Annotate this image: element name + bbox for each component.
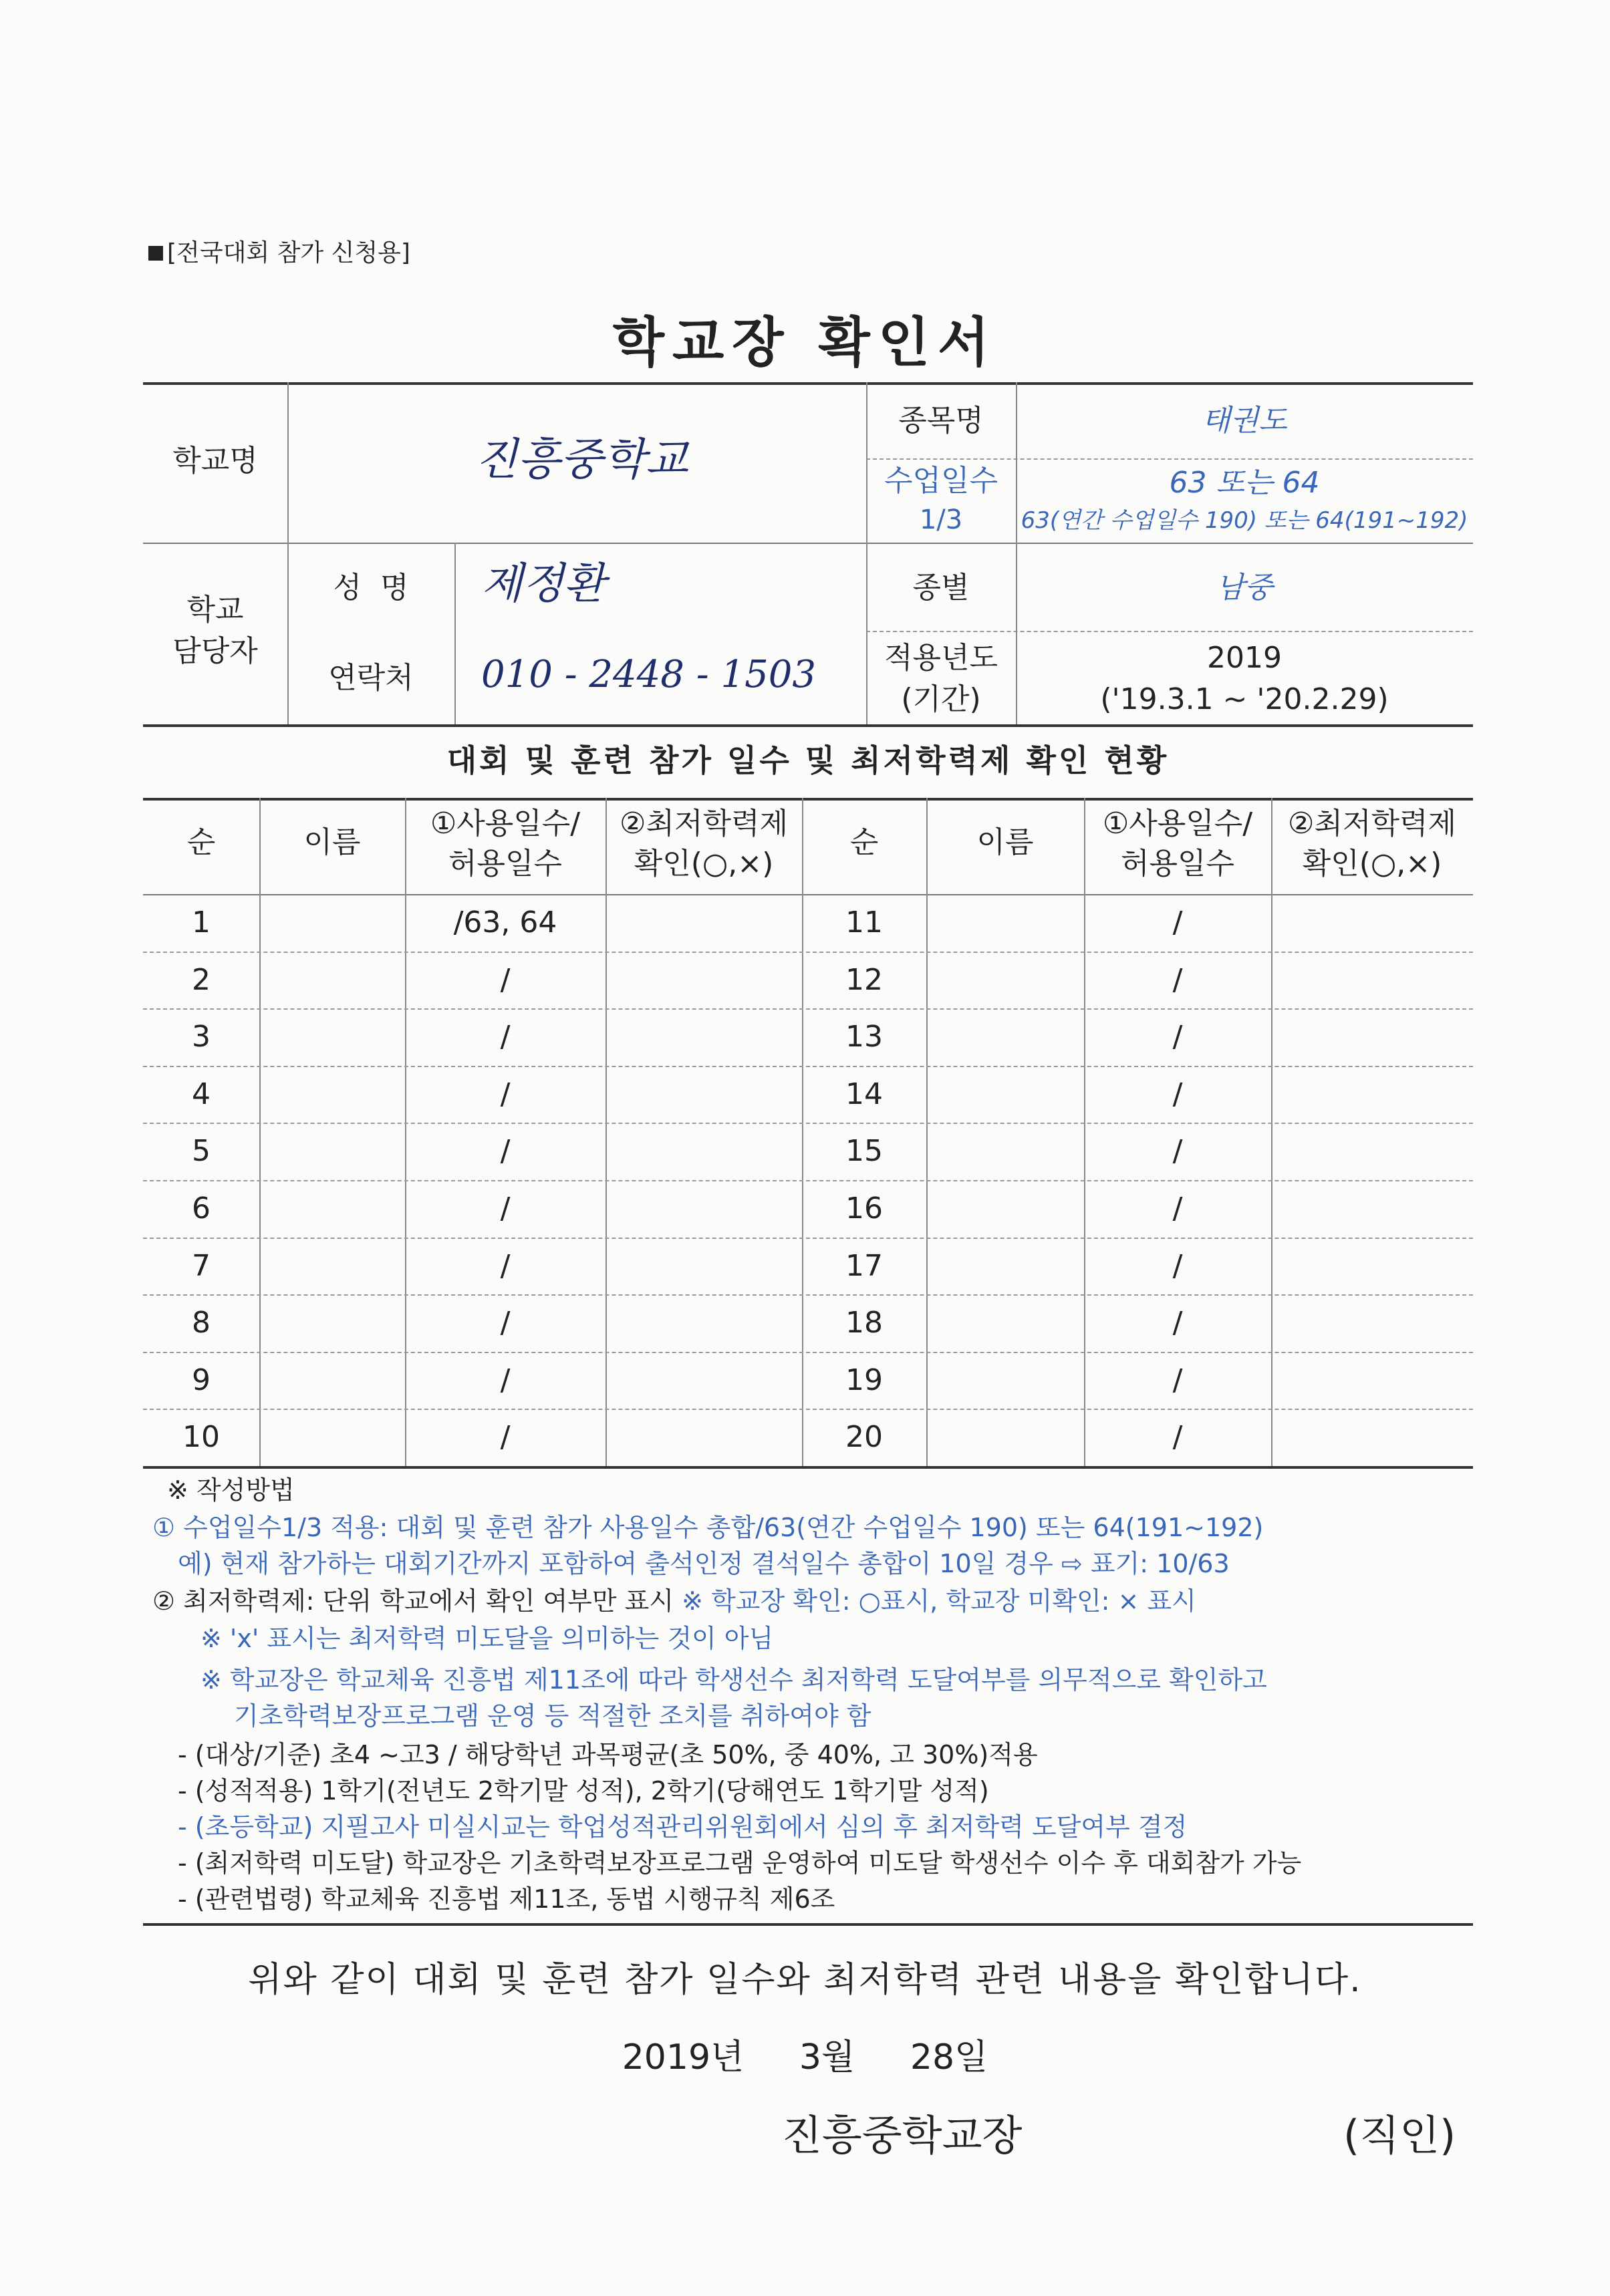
form-tag-text: [전국대회 참가 신청용] xyxy=(167,239,410,267)
row-number: 16 xyxy=(845,1191,883,1226)
row-divider xyxy=(143,1123,1473,1124)
row-divider xyxy=(143,1180,1473,1181)
col-header-days-1-right: ①사용일수/ xyxy=(1102,807,1253,841)
col-header-days-2-right: 허용일수 xyxy=(1120,847,1234,881)
row-number: 20 xyxy=(845,1420,883,1454)
note-8: - (최저학력 미도달) 학교장은 기초학력보장프로그램 운영하여 미도달 학생선수 이수 후 대회참가 가능 xyxy=(178,1848,1302,1878)
confirmation-statement: 위와 같이 대회 및 훈련 참가 일수와 최저학력 관련 내용을 확인합니다. xyxy=(248,1960,1362,2000)
event-label: 종목명 xyxy=(898,404,984,438)
info-bottom-border xyxy=(143,724,1473,727)
confirmation-date: 2019년 3월 28일 xyxy=(622,2037,988,2077)
grid-header-border xyxy=(143,894,1473,895)
col-header-days-2: 허용일수 xyxy=(448,847,562,881)
row-number: 1 xyxy=(192,905,211,940)
row-divider xyxy=(143,1294,1473,1296)
contact-value: 010 - 2448 - 1503 xyxy=(481,653,816,696)
year-label-2: (기간) xyxy=(901,682,981,716)
row-days-value: / xyxy=(1172,1134,1183,1168)
col-header-grade-1-right: ②최저학력제 xyxy=(1288,807,1456,841)
note-1: ① 수업일수1/3 적용: 대회 및 훈련 참가 사용일수 총합/63(연간 수업일수 190) 또는 64(191~192) xyxy=(152,1513,1264,1542)
col-header-no-right: 순 xyxy=(849,825,879,859)
row-days-value: / xyxy=(1172,905,1183,940)
row-days-value: / xyxy=(1172,1191,1183,1226)
section-title: 대회 및 훈련 참가 일수 및 최저학력제 확인 현황 xyxy=(446,742,1170,778)
row-days-value: / xyxy=(1172,1363,1183,1397)
row-days-value: / xyxy=(500,1191,511,1226)
info-divider xyxy=(143,543,1473,544)
col-header-name: 이름 xyxy=(303,825,361,859)
row-days-value: / xyxy=(500,1020,511,1054)
signer-name: 진흥중학교장 xyxy=(782,2111,1023,2160)
row-number: 5 xyxy=(192,1134,211,1168)
note-1-example: 예) 현재 참가하는 대회기간까지 포함하여 출석인정 결석일수 총합이 10일 경우 ⇨ 표기: 10/63 xyxy=(178,1549,1230,1578)
note-4: ※ 학교장은 학교체육 진흥법 제11조에 따라 학생선수 최저학력 도달여부를 의무적으로 확인하고 xyxy=(200,1665,1267,1695)
row-divider xyxy=(143,1238,1473,1239)
row-number: 2 xyxy=(192,963,211,997)
grid-col-line xyxy=(926,798,928,1466)
row-days-value: / xyxy=(1172,1020,1183,1054)
row-number: 6 xyxy=(192,1191,211,1226)
row-number: 19 xyxy=(845,1363,883,1397)
days-label-1: 수업일수 xyxy=(884,464,998,498)
school-name-value: 진흥중학교 xyxy=(475,434,688,485)
year-value-1: 2019 xyxy=(1207,641,1282,675)
row-number: 15 xyxy=(845,1134,883,1168)
grid-top-border xyxy=(143,798,1473,801)
seal-placeholder: (직인) xyxy=(1343,2111,1456,2160)
info-col-line xyxy=(287,382,289,543)
note-3: ※ 'x' 표시는 최저학력 미도달을 의미하는 것이 아님 xyxy=(200,1624,774,1653)
row-divider xyxy=(143,952,1473,953)
row-days-value: / xyxy=(500,1249,511,1283)
row-number: 10 xyxy=(182,1420,220,1454)
grid-bottom-border xyxy=(143,1466,1473,1469)
row-number: 9 xyxy=(192,1363,211,1397)
category-value: 남중 xyxy=(1216,571,1273,605)
name-label: 성 명 xyxy=(333,571,409,605)
category-label: 종별 xyxy=(912,571,970,605)
col-header-grade-1: ②최저학력제 xyxy=(620,807,788,841)
note-6: - (성적적용) 1학기(전년도 2학기말 성적), 2학기(당해연도 1학기말 성적) xyxy=(178,1776,989,1806)
info-divider xyxy=(866,631,1473,632)
row-number: 3 xyxy=(192,1020,211,1054)
row-number: 18 xyxy=(845,1306,883,1340)
note-2 xyxy=(152,1586,1196,1617)
square-bullet-icon xyxy=(148,246,163,261)
info-divider xyxy=(866,458,1473,460)
note-2-text: ② 최저학력제: 단위 학교에서 확인 여부만 표시 xyxy=(152,1586,682,1616)
notes-heading: ※ 작성방법 xyxy=(167,1475,295,1505)
row-number: 7 xyxy=(192,1249,211,1283)
grid-col-line xyxy=(606,798,607,1466)
row-number: 12 xyxy=(845,963,883,997)
grid-col-line xyxy=(259,798,261,1466)
event-value: 태권도 xyxy=(1202,404,1287,438)
col-header-grade-2: 확인(○,×) xyxy=(634,847,774,881)
info-col-line xyxy=(454,543,456,724)
row-days-value: / xyxy=(1172,1077,1183,1111)
row-divider xyxy=(143,1066,1473,1067)
row-days-value: /63, 64 xyxy=(453,905,557,940)
info-col-line xyxy=(287,543,289,724)
form-tag xyxy=(148,234,410,268)
grid-col-line xyxy=(1271,798,1272,1466)
days-label-2: 1/3 xyxy=(919,505,963,535)
row-days-value: / xyxy=(1172,1249,1183,1283)
table-top-border xyxy=(143,382,1473,385)
col-header-no: 순 xyxy=(186,825,216,859)
note-9: - (관련법령) 학교체육 진흥법 제11조, 동법 시행규칙 제6조 xyxy=(178,1884,835,1914)
name-value: 제정환 xyxy=(481,559,606,609)
school-name-label: 학교명 xyxy=(172,444,258,478)
row-divider xyxy=(143,1008,1473,1010)
days-value-2: 63(연간 수업일수 190) 또는 64(191~192) xyxy=(1021,507,1468,534)
year-label-1: 적용년도 xyxy=(884,641,998,675)
row-number: 4 xyxy=(192,1077,211,1111)
row-number: 11 xyxy=(845,905,883,940)
note-4-continued: 기초학력보장프로그램 운영 등 적절한 조치를 취하여야 함 xyxy=(234,1701,871,1731)
row-number: 13 xyxy=(845,1020,883,1054)
row-days-value: / xyxy=(500,1420,511,1454)
row-divider xyxy=(143,1352,1473,1353)
col-header-grade-2-right: 확인(○,×) xyxy=(1302,847,1442,881)
manager-label-2: 담당자 xyxy=(172,634,258,668)
row-days-value: / xyxy=(500,1077,511,1111)
row-number: 8 xyxy=(192,1306,211,1340)
row-days-value: / xyxy=(500,1363,511,1397)
note-7: - (초등학교) 지필고사 미실시교는 학업성적관리위원회에서 심의 후 최저학력 도달여부 결정 xyxy=(178,1812,1188,1842)
row-days-value: / xyxy=(500,1134,511,1168)
row-days-value: / xyxy=(1172,1420,1183,1454)
row-days-value: / xyxy=(1172,963,1183,997)
manager-label-1: 학교 xyxy=(186,593,244,627)
row-days-value: / xyxy=(500,1306,511,1340)
document-title: 학교장 확인서 xyxy=(612,311,998,374)
row-days-value: / xyxy=(500,963,511,997)
contact-label: 연락처 xyxy=(328,661,414,695)
row-number: 17 xyxy=(845,1249,883,1283)
row-days-value: / xyxy=(1172,1306,1183,1340)
year-value-2: ('19.3.1 ~ '20.2.29) xyxy=(1100,682,1389,716)
col-header-name-right: 이름 xyxy=(976,825,1034,859)
note-2-blue-text: ※ 학교장 확인: ○표시, 학교장 미확인: × 표시 xyxy=(682,1586,1196,1616)
row-divider xyxy=(143,1409,1473,1410)
note-5: - (대상/기준) 초4 ~고3 / 해당학년 과목평균(초 50%, 중 40%, 고 30%)적용 xyxy=(178,1740,1038,1769)
row-number: 14 xyxy=(845,1077,883,1111)
notes-bottom-border xyxy=(143,1923,1473,1926)
days-value-1: 63 또는 64 xyxy=(1169,466,1320,500)
col-header-days-1: ①사용일수/ xyxy=(430,807,581,841)
